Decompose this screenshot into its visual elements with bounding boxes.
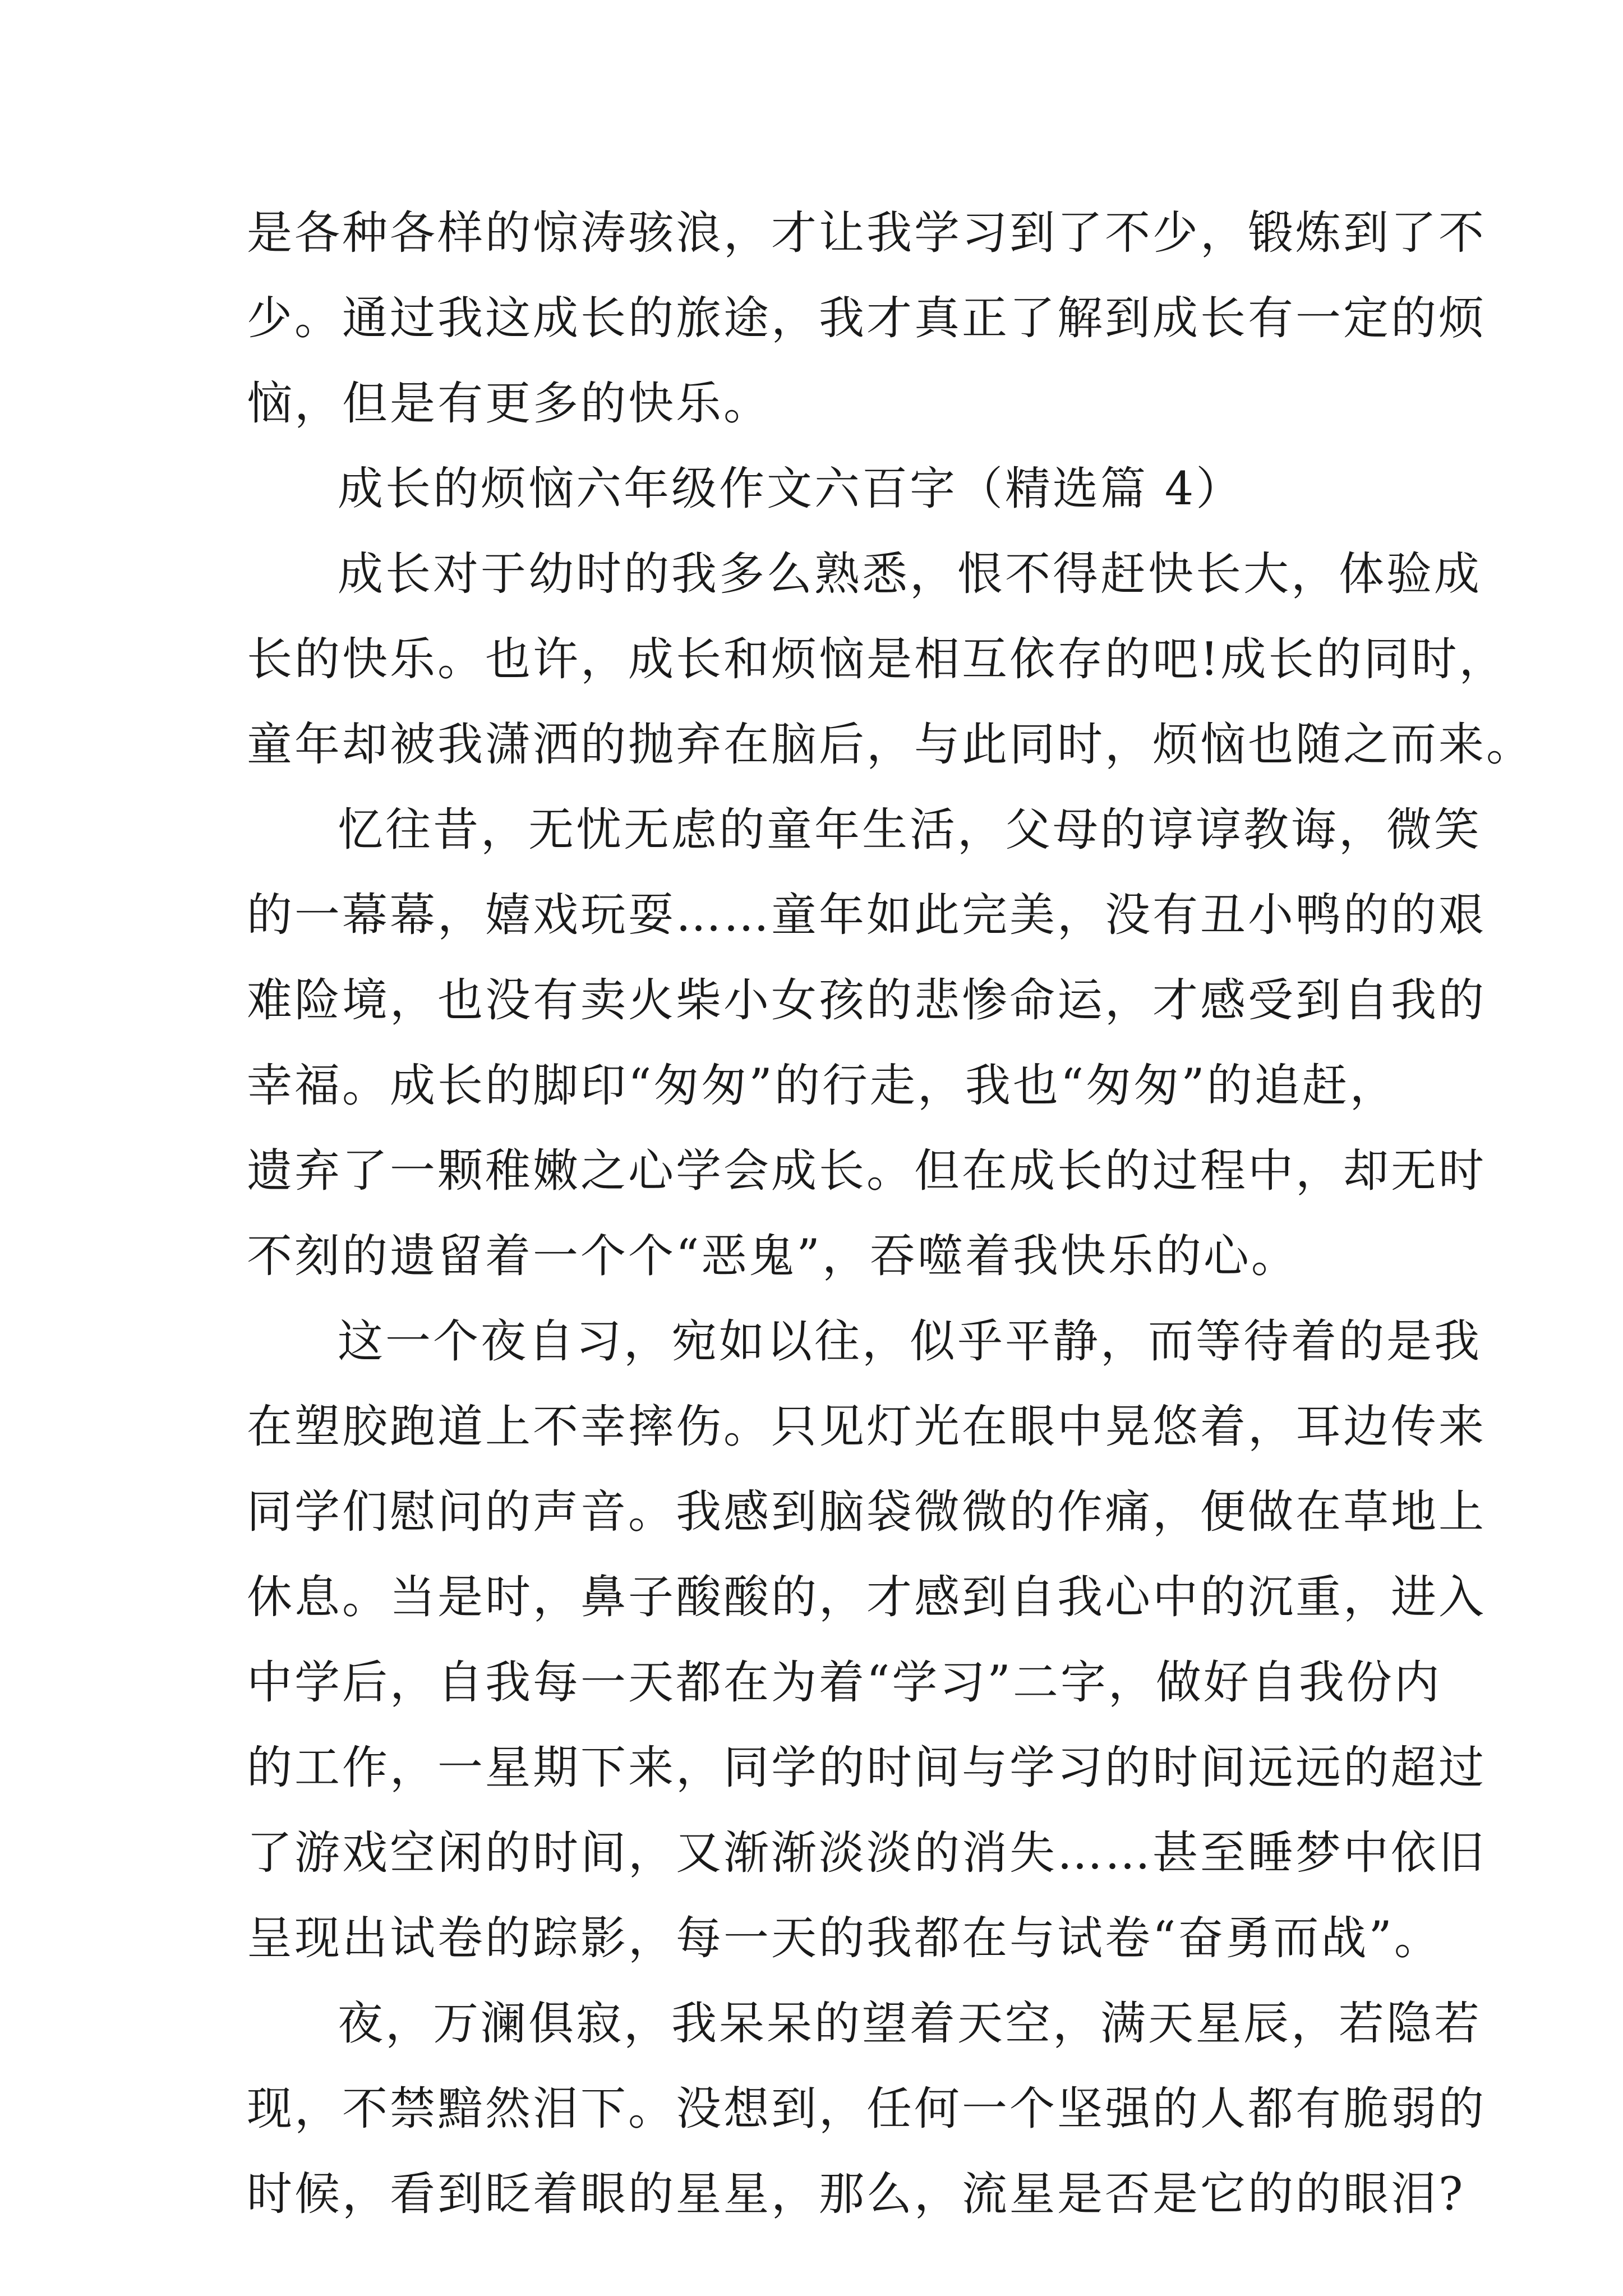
text-line: 恼，但是有更多的快乐。 [247,378,772,430]
text-line: 中学后，自我每一天都在为着“学习”二字，做好自我份内 [247,1657,1442,1709]
text-line: 夜，万澜俱寂，我呆呆的望着天空，满天星辰，若隐若 [338,1998,1482,2050]
text-line: 不刻的遗留着一个个“恶鬼”，吞噬着我快乐的心。 [247,1230,1299,1283]
text-line: 童年却被我潇洒的抛弃在脑后，与此同时，烦恼也随之而来。 [247,719,1534,771]
text-line: 的一幕幕，嬉戏玩耍……童年如此完美，没有丑小鸭的的艰 [247,889,1487,942]
text-line: 是各种各样的惊涛骇浪，才让我学习到了不少，锻炼到了不 [247,207,1487,260]
text-line: 休息。当是时，鼻子酸酸的，才感到自我心中的沉重，进入 [247,1571,1487,1624]
text-line: 少。通过我这成长的旅途，我才真正了解到成长有一定的烦 [247,292,1487,345]
text-line: 遗弃了一颗稚嫩之心学会成长。但在成长的过程中，却无时 [247,1145,1487,1198]
text-line: 难险境，也没有卖火柴小女孩的悲惨命运，才感受到自我的 [247,974,1487,1027]
text-line: 忆往昔，无忧无虑的童年生活，父母的谆谆教诲，微笑 [338,804,1482,857]
text-line: 现，不禁黯然泪下。没想到，任何一个坚强的人都有脆弱的 [247,2083,1487,2136]
text-line: 长的快乐。也许，成长和烦恼是相互依存的吧!成长的同时， [247,633,1507,686]
text-line: 同学们慰问的声音。我感到脑袋微微的作痛，便做在草地上 [247,1486,1487,1539]
text-line: 的工作，一星期下来，同学的时间与学习的时间远远的超过 [247,1742,1487,1795]
text-line: 这一个夜自习，宛如以往，似乎平静，而等待着的是我 [338,1315,1482,1368]
text-line: 了游戏空闲的时间，又渐渐淡淡的消失……甚至睡梦中依旧 [247,1827,1487,1880]
text-line: 成长对于幼时的我多么熟悉，恨不得赶快长大，体验成 [338,548,1482,601]
text-line: 时候，看到眨着眼的星星，那么，流星是否是它的的眼泪? [247,2168,1465,2221]
text-line: 呈现出试卷的踪影，每一天的我都在与试卷“奋勇而战”。 [247,1912,1442,1965]
text-line: 在塑胶跑道上不幸摔伤。只见灯光在眼中晃悠着，耳边传来 [247,1401,1487,1453]
text-line: 幸福。成长的脚印“匆匆”的行走，我也“匆匆”的追赶， [247,1060,1398,1112]
section-heading: 成长的烦恼六年级作文六百字（精选篇 4） [338,463,1244,516]
document-body [247,191,1534,2237]
